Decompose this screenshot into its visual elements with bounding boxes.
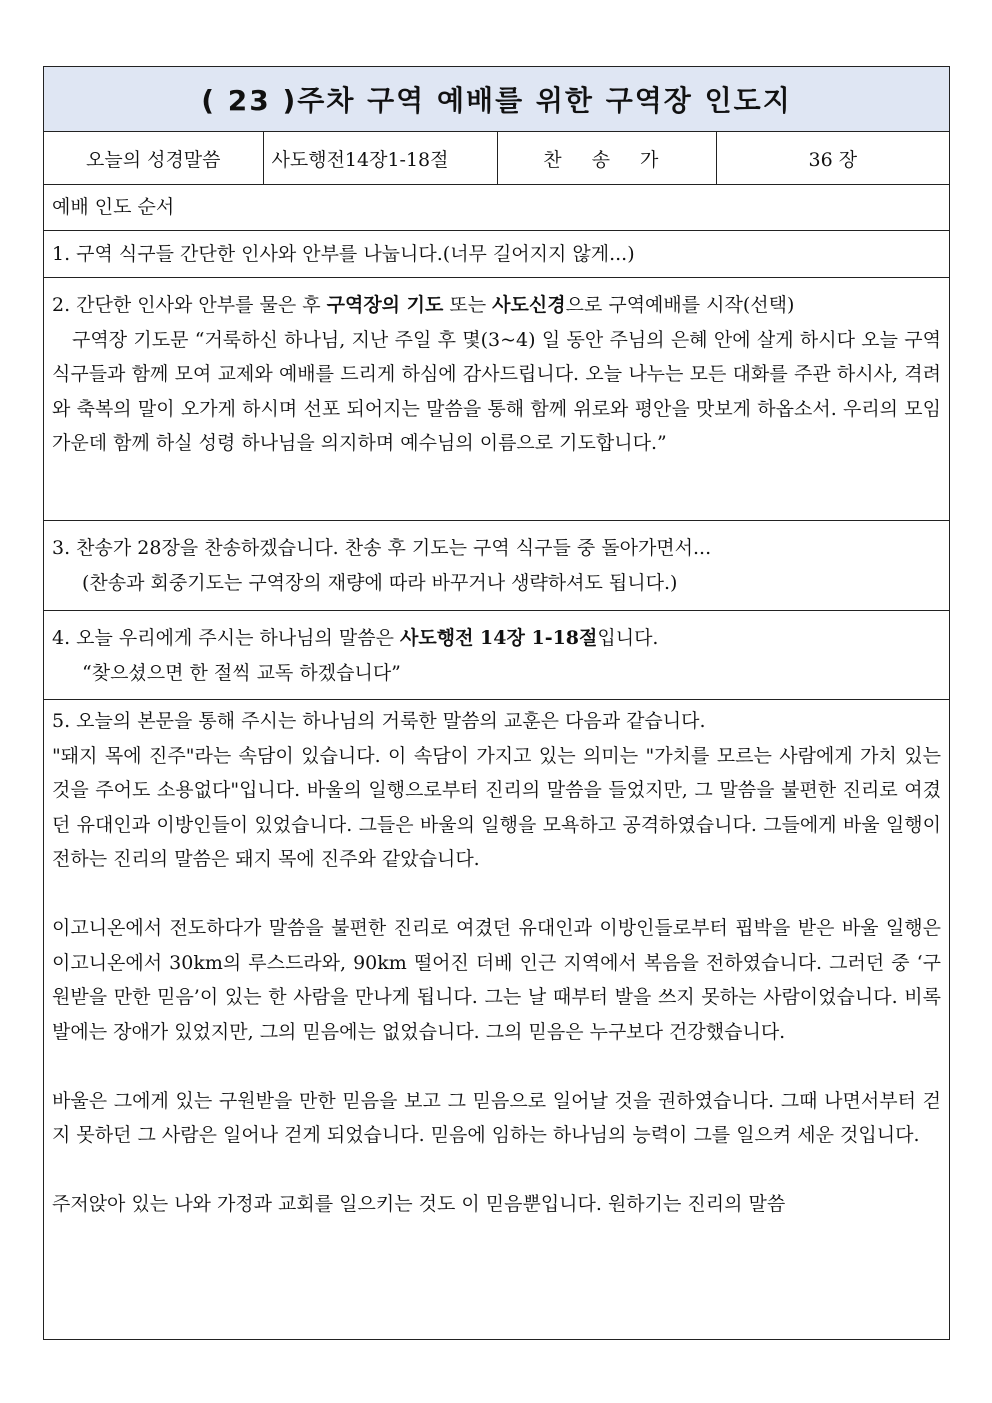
leader-prayer-emphasis: 구역장의 기도 — [326, 294, 444, 316]
step-5-intro: 5. 오늘의 본문을 통해 주시는 하나님의 거룩한 말씀의 교훈은 다음과 같습니다. — [52, 710, 706, 732]
apostles-creed-emphasis: 사도신경 — [492, 294, 566, 316]
worship-guide-sheet — [43, 66, 950, 1340]
sermon-paragraph-1: "돼지 목에 진주"라는 속담이 있습니다. 이 속담이 가지고 있는 의미는 "가치를 모르는 사람에게 가치 있는 것을 주어도 소용없다"입니다. 바울의 일행으로부터 진리의 말씀을 들었지만, 그 말씀을 불편한 진리로 여겼던 유대인과 이방인들이 있었습니다. 그들은 바울의 일행을 모욕하고 공격하였습니다. 그들에게 바울 일행이 전하는 진리의 말씀은 돼지 목에 진주와 같았습니다. — [52, 744, 941, 870]
sermon-paragraph-4: 주저앉아 있는 나와 가정과 교회를 일으키는 것도 이 믿음뿐입니다. 원하기는 진리의 말씀 — [52, 1193, 786, 1215]
info-row — [44, 132, 949, 185]
step-5 — [44, 700, 949, 1340]
hymn-label: 찬 송 가 — [498, 132, 717, 184]
leader-prayer-text: 구역장 기도문 “거룩하신 하나님, 지난 주일 후 몇(3~4) 일 동안 주님의 은혜 안에 살게 하시다 오늘 구역 식구들과 함께 모여 교제와 예배를 드리게 하심에 감사드립니다. 오늘 나누는 모든 대화를 주관 하시사, 격려와 축복의 말이 오가게 하시며 선포 되어지는 말씀을 통해 함께 위로와 평안을 맛보게 하옵소서. 우리의 모임 가운데 함께 하실 성령 하나님을 의지하며 예수님의 이름으로 기도합니다.” — [52, 328, 941, 454]
order-heading: 예배 인도 순서 — [44, 185, 949, 231]
scripture-label: 오늘의 성경말씀 — [44, 132, 264, 184]
sermon-paragraph-2: 이고니온에서 전도하다가 말씀을 불편한 진리로 여겼던 유대인과 이방인들로부터 핍박을 받은 바울 일행은 이고니온에서 30km의 루스드라와, 90km 떨어진 더베 인근 지역에서 복음을 전하였습니다. 그러던 중 ‘구원받을 만한 믿음’이 있는 한 사람을 만나게 됩니다. 그는 날 때부터 발을 쓰지 못하는 사람이었습니다. 비록 발에는 장애가 있었지만, 그의 믿음에는 없었습니다. 그의 믿음은 누구보다 건강했습니다. — [52, 917, 941, 1043]
scripture-value: 사도행전14장1-18절 — [264, 132, 499, 184]
step-1: 1. 구역 식구들 간단한 인사와 안부를 나눕니다.(너무 길어지지 않게...) — [44, 231, 949, 278]
step-4-line1: 4. 오늘 우리에게 주시는 하나님의 말씀은 사도행전 14장 1-18절입니다. — [52, 627, 659, 649]
step-3-note: (찬송과 회중기도는 구역장의 재량에 따라 바꾸거나 생략하셔도 됩니다.) — [82, 571, 678, 594]
step-3-line1: 3. 찬송가 28장을 찬송하겠습니다. 찬송 후 기도는 구역 식구들 중 돌아가면서... — [52, 537, 712, 559]
sermon-paragraph-3: 바울은 그에게 있는 구원받을 만한 믿음을 보고 그 믿음으로 일어날 것을 권하였습니다. 그때 나면서부터 걷지 못하던 그 사람은 일어나 걷게 되었습니다. 믿음에 임하는 하나님의 능력이 그를 일으켜 세운 것입니다. — [52, 1089, 941, 1146]
step-4-line2: “찾으셨으면 한 절씩 교독 하겠습니다” — [82, 661, 401, 684]
step-3 — [44, 521, 949, 611]
hymn-value: 36 장 — [808, 148, 858, 171]
step-4 — [44, 611, 949, 700]
step-2-intro: 2. 간단한 인사와 안부를 물은 후 구역장의 기도 또는 사도신경으로 구역예배를 시작(선택) — [52, 294, 795, 316]
page-title: ( 23 )주차 구역 예배를 위한 구역장 인도지 — [44, 67, 949, 132]
step-2 — [44, 278, 949, 521]
scripture-reference-emphasis: 사도행전 14장 1-18절 — [400, 627, 598, 649]
